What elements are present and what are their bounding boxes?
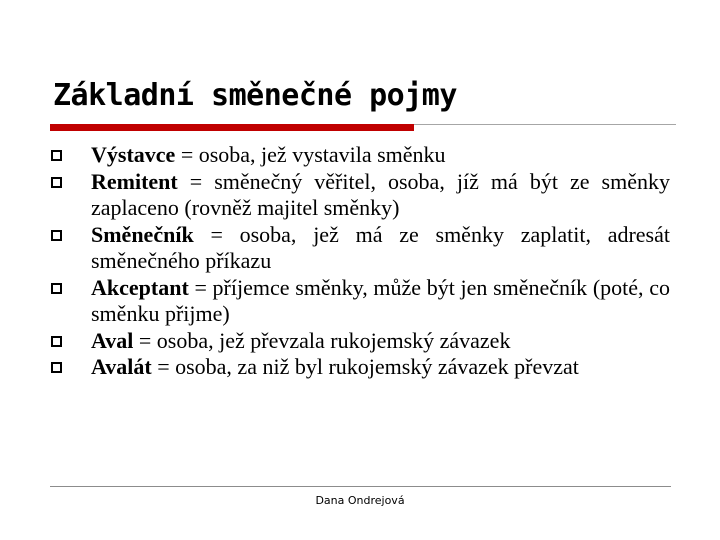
list-item — [50, 169, 670, 222]
term-name: Avalát — [91, 354, 152, 379]
term-definition: = osoba, jež vystavila směnku — [175, 142, 446, 167]
term-definition: = osoba, jež má ze směnky zaplatit, adresát směnečného příkazu — [91, 221, 670, 273]
list-item — [50, 275, 670, 328]
footer-divider — [50, 486, 671, 487]
term-name: Aval — [91, 327, 134, 353]
square-bullet-icon — [51, 283, 62, 294]
square-bullet-icon — [51, 336, 62, 347]
list-item — [50, 328, 670, 355]
term-list — [50, 142, 670, 381]
list-item — [50, 142, 670, 169]
list-item — [50, 222, 670, 275]
term-definition: = osoba, jež převzala rukojemský závazek — [133, 327, 511, 353]
list-item — [50, 354, 670, 381]
square-bullet-icon — [51, 362, 62, 373]
term-definition: = směnečný věřitel, osoba, jíž má být ze směnky zaplaceno (rovněž majitel směnky) — [91, 168, 670, 220]
term-name: Remitent — [91, 168, 178, 194]
footer-author: Dana Ondrejová — [315, 494, 405, 507]
square-bullet-icon — [51, 150, 62, 161]
slide-title: Základní směnečné pojmy — [53, 78, 457, 113]
square-bullet-icon — [51, 177, 62, 188]
term-name: Akceptant — [91, 274, 189, 300]
term-name: Směnečník — [91, 221, 194, 247]
term-definition: = příjemce směnky, může být jen směnečník (poté, co směnku přijme) — [91, 274, 670, 326]
square-bullet-icon — [51, 230, 62, 241]
term-definition: = osoba, za niž byl rukojemský závazek převzat — [151, 354, 579, 379]
title-accent-bar — [50, 124, 414, 131]
term-name: Výstavce — [91, 142, 176, 167]
